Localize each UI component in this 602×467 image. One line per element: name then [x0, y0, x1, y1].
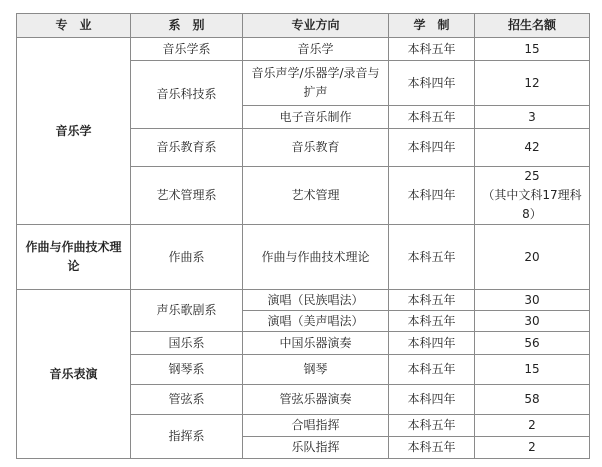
- major-cell: 音乐表演: [17, 290, 131, 459]
- quota-cell: 12: [475, 61, 590, 106]
- department-cell: 管弦系: [131, 385, 243, 415]
- quota-cell: 15: [475, 355, 590, 385]
- study-length-cell: 本科四年: [389, 61, 475, 106]
- quota-value: 25: [524, 169, 540, 183]
- direction-cell: 演唱（民族唱法）: [243, 290, 389, 311]
- department-cell: 音乐科技系: [131, 61, 243, 129]
- department-cell: 钢琴系: [131, 355, 243, 385]
- quota-cell: [475, 167, 590, 225]
- header-quota: 招生名额: [475, 14, 590, 38]
- study-length-cell: 本科四年: [389, 385, 475, 415]
- quota-cell: 15: [475, 38, 590, 61]
- department-cell: 音乐教育系: [131, 129, 243, 167]
- department-cell: 音乐学系: [131, 38, 243, 61]
- quota-cell: 42: [475, 129, 590, 167]
- department-cell: 声乐歌剧系: [131, 290, 243, 332]
- quota-cell: 58: [475, 385, 590, 415]
- study-length-cell: 本科四年: [389, 129, 475, 167]
- department-cell: 国乐系: [131, 332, 243, 355]
- direction-cell: 音乐声学/乐器学/录音与扩声: [243, 61, 389, 106]
- study-length-cell: 本科五年: [389, 311, 475, 332]
- quota-cell: 30: [475, 311, 590, 332]
- study-length-cell: 本科五年: [389, 225, 475, 290]
- department-cell: 指挥系: [131, 415, 243, 459]
- header-department: 系 别: [131, 14, 243, 38]
- direction-cell: 演唱（美声唱法）: [243, 311, 389, 332]
- direction-cell: 钢琴: [243, 355, 389, 385]
- study-length-cell: 本科四年: [389, 167, 475, 225]
- major-cell: 音乐学: [17, 38, 131, 225]
- quota-note: （其中文科17理科8）: [482, 188, 582, 221]
- quota-cell: 2: [475, 437, 590, 459]
- direction-cell: 合唱指挥: [243, 415, 389, 437]
- quota-cell: 56: [475, 332, 590, 355]
- direction-cell: 音乐教育: [243, 129, 389, 167]
- direction-cell: 乐队指挥: [243, 437, 389, 459]
- direction-cell: 管弦乐器演奏: [243, 385, 389, 415]
- direction-cell: 艺术管理: [243, 167, 389, 225]
- quota-cell: 3: [475, 106, 590, 129]
- table-row: [17, 290, 590, 311]
- table-row: [17, 225, 590, 290]
- table-row: [17, 38, 590, 61]
- major-cell: 作曲与作曲技术理论: [17, 225, 131, 290]
- header-major: 专 业: [17, 14, 131, 38]
- study-length-cell: 本科五年: [389, 38, 475, 61]
- direction-cell: 电子音乐制作: [243, 106, 389, 129]
- header-row: [17, 14, 590, 38]
- quota-cell: 20: [475, 225, 590, 290]
- quota-cell: 30: [475, 290, 590, 311]
- direction-cell: 中国乐器演奏: [243, 332, 389, 355]
- study-length-cell: 本科五年: [389, 415, 475, 437]
- study-length-cell: 本科五年: [389, 355, 475, 385]
- direction-cell: 音乐学: [243, 38, 389, 61]
- enrollment-table: [16, 13, 590, 459]
- study-length-cell: 本科四年: [389, 332, 475, 355]
- department-cell: 艺术管理系: [131, 167, 243, 225]
- department-cell: 作曲系: [131, 225, 243, 290]
- header-study-length: 学 制: [389, 14, 475, 38]
- direction-cell: 作曲与作曲技术理论: [243, 225, 389, 290]
- study-length-cell: 本科五年: [389, 290, 475, 311]
- quota-cell: 2: [475, 415, 590, 437]
- study-length-cell: 本科五年: [389, 106, 475, 129]
- header-direction: 专业方向: [243, 14, 389, 38]
- study-length-cell: 本科五年: [389, 437, 475, 459]
